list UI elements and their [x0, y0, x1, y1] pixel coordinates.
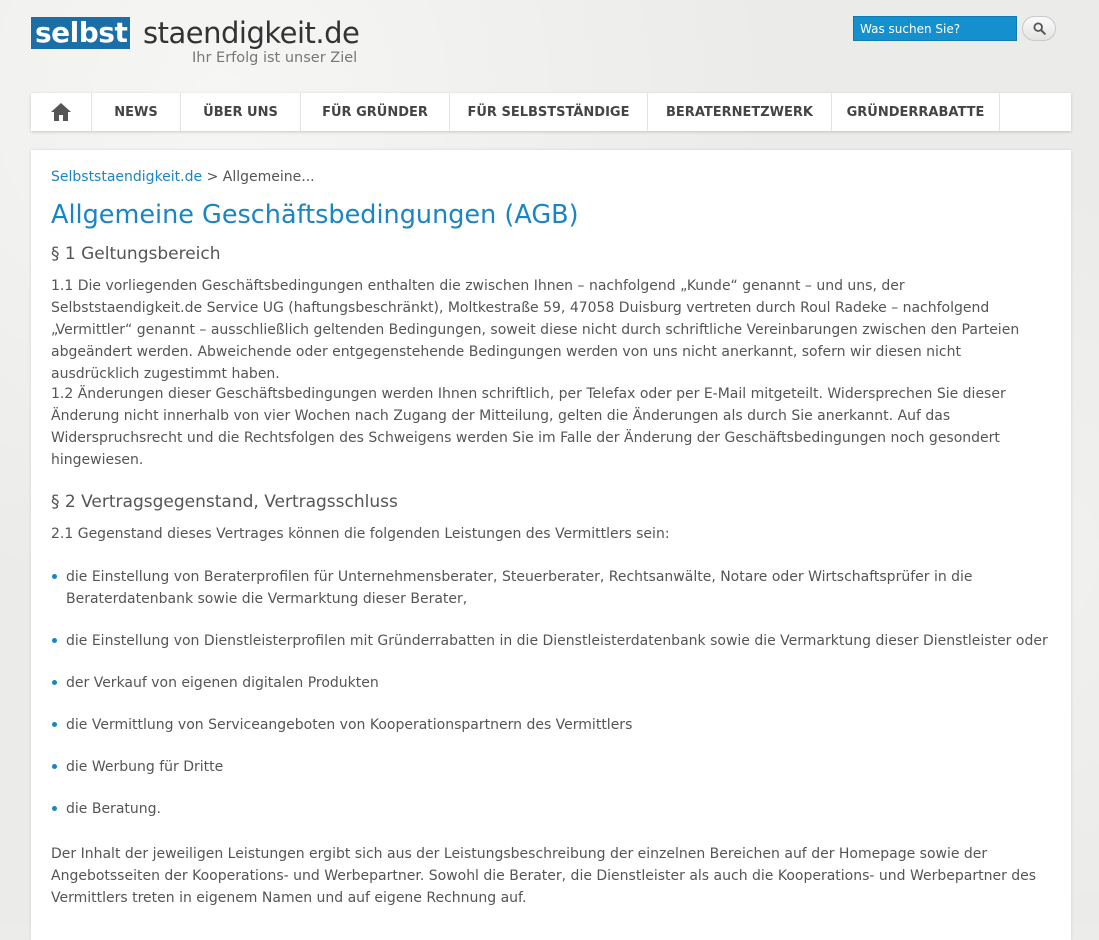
logo-tagline: Ihr Erfolg ist unser Ziel — [192, 50, 358, 66]
bullet-icon — [52, 722, 57, 727]
page-title: Allgemeine Geschäftsbedingungen (AGB) — [51, 200, 579, 230]
logo-highlight: selbst — [31, 17, 130, 49]
nav-item-ueber-uns[interactable]: ÜBER UNS — [181, 93, 301, 131]
main-navigation — [31, 93, 1071, 131]
search-button[interactable] — [1022, 16, 1056, 41]
content-card — [31, 150, 1071, 940]
list-item — [51, 756, 1051, 778]
bullet-icon — [52, 680, 57, 685]
logo-text: staendigkeit.de — [143, 16, 360, 50]
breadcrumb-home-link[interactable]: Selbststaendigkeit.de — [51, 169, 203, 185]
breadcrumb-separator: > — [206, 169, 219, 185]
section-1-heading: § 1 Geltungsbereich — [51, 244, 221, 264]
nav-item-beraternetzwerk[interactable]: BERATERNETZWERK — [648, 93, 832, 131]
list-item-text: die Einstellung von Dienstleisterprofilen mit Gründerrabatten in die Dienstleisterdatenbank sowie die Vermarktung dieser Dienstleister oder — [66, 633, 1048, 649]
section-2-heading: § 2 Vertragsgegenstand, Vertragsschluss — [51, 492, 398, 512]
list-item — [51, 672, 1051, 694]
nav-item-gruenderrabatte[interactable]: GRÜNDERRABATTE — [832, 93, 1000, 131]
search-icon — [1033, 22, 1046, 35]
section-2-outro: Der Inhalt der jeweiligen Leistungen ergibt sich aus der Leistungsbeschreibung der einzelnen Bereichen auf der Homepage sowie der Angebotsseiten der Kooperations- und Werbepartner. Sowohl die Berater, die Dienstleister als auch die Kooperations- und Werbepartner des Vermittlers treten in eigenem Namen und auf eigene Rechnung auf. — [51, 846, 1037, 906]
bullet-icon — [52, 638, 57, 643]
section-2-intro: 2.1 Gegenstand dieses Vertrages können die folgenden Leistungen des Vermittlers sein: — [51, 526, 670, 542]
list-item — [51, 566, 1051, 610]
breadcrumb — [51, 169, 315, 185]
site-logo[interactable] — [31, 17, 361, 69]
section-1-paragraph-1: 1.1 Die vorliegenden Geschäftsbedingungen enthalten die zwischen Ihnen – nachfolgend „Kunde“ genannt – und uns, der Selbststaendigkeit.de Service UG (haftungsbeschränkt), Moltkestraße 59, 47058 Duisburg vertreten durch Roul Radeke – nachfolgend „Vermittler“ genannt – ausschließlich geltenden Bedingungen, soweit diese nicht durch schriftliche Vereinbarungen zwischen den Parteien abgeändert werden. Abweichende oder entgegenstehende Bedingungen werden von uns nicht anerkannt, sofern wir diesen nicht ausdrücklich zugestimmt haben. — [51, 278, 1020, 382]
nav-filler — [1000, 93, 1071, 131]
nav-item-fuer-gruender[interactable]: FÜR GRÜNDER — [301, 93, 450, 131]
nav-item-news[interactable]: NEWS — [92, 93, 181, 131]
list-item-text: die Beratung. — [66, 801, 161, 817]
breadcrumb-current: Allgemeine... — [222, 169, 315, 185]
list-item-text: der Verkauf von eigenen digitalen Produkten — [66, 675, 379, 691]
section-1-paragraph-2: 1.2 Änderungen dieser Geschäftsbedingungen werden Ihnen schriftlich, per Telefax oder per E-Mail mitgeteilt. Widersprechen Sie dieser Änderung nicht innerhalb von vier Wochen nach Zugang der Mitteilung, gelten die Änderungen als durch Sie anerkannt. Auf das Widerspruchsrecht und die Rechtsfolgen des Schweigens werden Sie im Falle der Änderung der Geschäftsbedingungen noch gesondert hingewiesen. — [51, 386, 1006, 468]
bullet-icon — [52, 806, 57, 811]
home-icon — [50, 102, 72, 122]
bullet-icon — [52, 764, 57, 769]
list-item-text: die Einstellung von Beraterprofilen für Unternehmensberater, Steuerberater, Rechtsanwälte, Notare oder Wirtschaftsprüfer in die Beraterdatenbank sowie die Vermarktung dieser Berater, — [66, 569, 973, 607]
list-item — [51, 798, 1051, 820]
list-item-text: die Werbung für Dritte — [66, 759, 224, 775]
nav-item-fuer-selbststaendige[interactable]: FÜR SELBSTSTÄNDIGE — [450, 93, 648, 131]
bullet-icon — [52, 574, 57, 579]
list-item — [51, 630, 1051, 652]
list-item-text: die Vermittlung von Serviceangeboten von Kooperationspartnern des Vermittlers — [66, 717, 633, 733]
nav-home[interactable] — [31, 93, 92, 131]
list-item — [51, 714, 1051, 736]
search-input[interactable] — [853, 16, 1017, 41]
